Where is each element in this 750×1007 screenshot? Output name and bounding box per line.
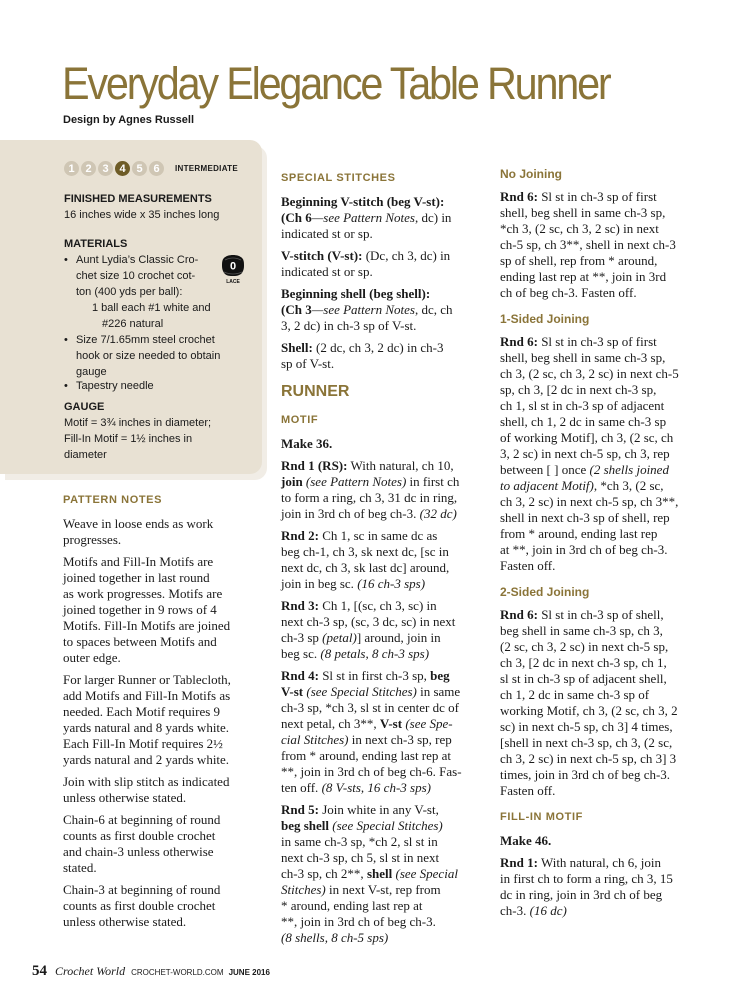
materials-heading: MATERIALS [64, 238, 128, 250]
skill-level [64, 161, 238, 176]
note-5: Chain-6 at beginning of round counts as first double crochet and chain-3 unless otherwise stated. [63, 812, 221, 875]
runner-heading: RUNNER [281, 383, 350, 400]
skill-label: INTERMEDIATE [175, 164, 239, 173]
note-4: Join with slip stitch as indicated unless otherwise stated. [63, 774, 230, 805]
stitch-beg-v: Beginning V-stitch (beg V-st): (Ch 6—see Pattern Notes, dc) in indicated st or sp. [281, 194, 452, 241]
two-sided-heading: 2-Sided Joining [500, 585, 590, 599]
byline: Design by Agnes Russell [63, 114, 195, 126]
pattern-notes-heading: PATTERN NOTES [63, 494, 163, 506]
fill-in-make: Make 46. [500, 833, 552, 848]
skill-dot-4-active: 4 [115, 161, 130, 176]
motif-make: Make 36. [281, 436, 333, 451]
rnd-5: Rnd 5: Join white in any V-st, beg shell (see Special Stitches) in same ch-3 sp, *ch 2, sl st in next ch-3 sp, ch 5, sl st in next ch-3 sp, ch 2**, shell (see Special Stitches) in next V-st, rep from * around, ending last rep at **, join in 3rd ch of beg ch-3. (8 shells, 8 ch-5 sps) [281, 802, 458, 945]
special-stitches-heading: SPECIAL STITCHES [281, 172, 396, 184]
no-joining-heading: No Joining [500, 167, 562, 181]
stitch-beg-shell: Beginning shell (beg shell): (Ch 3—see Pattern Notes, dc, ch 3, 2 dc) in ch-3 sp of V-st. [281, 286, 453, 333]
page-number: 54 [32, 963, 47, 979]
one-sided-rnd-6: Rnd 6: Sl st in ch-3 sp of first shell, beg shell in same ch-3 sp, ch 3, (2 sc, ch 3, 2 sc) in next ch-5 sp, ch 3, [2 dc in next ch-3 sp, ch 1, sl st in ch-3 sp of adjacent shell, ch 1, 2 dc in same ch-3 sp of working Motif], ch 3, (2 sc, ch 3, 2 sc) in next ch-5 sp, ch 3, rep between [ ] once (2 shells joined to adjacent Motif), *ch 3, (2 sc, ch 3, 2 sc) in next ch-5 sp, ch 3**, shell in next ch-3 sp of shell, rep from * around, ending last rep at **, join in 3rd ch of beg ch-3. Fasten off. [500, 334, 679, 573]
stitch-v: V-stitch (V-st): (Dc, ch 3, dc) in indicated st or sp. [281, 248, 451, 279]
magazine-name: Crochet World [55, 964, 126, 978]
finished-heading: FINISHED MEASUREMENTS [64, 193, 212, 205]
note-6: Chain-3 at beginning of round counts as first double crochet unless otherwise stated. [63, 882, 221, 929]
skill-dot-1: 1 [64, 161, 79, 176]
yarn-weight-label: LACE [226, 279, 240, 284]
skill-dot-6: 6 [149, 161, 164, 176]
no-joining-rnd-6: Rnd 6: Sl st in ch-3 sp of first shell, beg shell in same ch-3 sp, *ch 3, (2 sc, ch 3, 2 sc) in next ch-5 sp, ch 3**, shell in next ch-3 sp of shell, rep from * around, ending last rep at **, join in 3rd ch of beg ch-3. Fasten off. [500, 189, 676, 300]
rnd-3: Rnd 3: Ch 1, [(sc, ch 3, sc) in next ch-3 sp, (sc, 3 dc, sc) in next ch-3 sp (petal)] around, join in beg sc. (8 petals, 8 ch-3 sps) [281, 598, 456, 661]
gauge-heading: GAUGE [64, 401, 105, 413]
note-1: Weave in loose ends as work progresses. [63, 516, 214, 547]
yarn-weight-lace-icon [221, 254, 245, 284]
rnd-2: Rnd 2: Ch 1, sc in same dc as beg ch-1, ch 3, sk next dc, [sc in next dc, ch 3, sk last dc] around, join in beg sc. (16 ch-3 sps) [281, 528, 450, 591]
fill-in-heading: FILL-IN MOTIF [500, 811, 583, 823]
pattern-notes [63, 492, 273, 936]
fill-in-rnd-1: Rnd 1: With natural, ch 6, join in first ch to form a ring, ch 3, 15 dc in ring, join in 3rd ch of beg ch-3. (16 dc) [500, 855, 673, 918]
page-footer [32, 963, 270, 980]
rnd-4: Rnd 4: Sl st in first ch-3 sp, beg V-st (see Special Stitches) in same ch-3 sp, *ch 3, sl st in center dc of next petal, ch 3**, V-st (see Spe- cial Stitches) in next ch-3 sp, rep from * around, ending last rep at **, join in 3rd ch of beg ch-6. Fas- ten off. (8 V-sts, 16 ch-3 sps) [281, 668, 462, 795]
motif-heading: MOTIF [281, 414, 319, 426]
page-title: Everyday Elegance Table Runner [62, 58, 610, 109]
note-2: Motifs and Fill-In Motifs are joined together in last round as work progresses. Motifs are joined together in 9 rows of 4 Motifs. Fill-In Motifs are joined to spaces between Motifs and outer edge. [63, 554, 231, 665]
skill-dot-5: 5 [132, 161, 147, 176]
column-3 [500, 166, 730, 925]
yarn-weight-number: 0 [229, 260, 237, 273]
rnd-1: Rnd 1 (RS): With natural, ch 10, join (see Pattern Notes) in first ch to form a ring, ch 3, 31 dc in ring, join in 3rd ch of beg ch-3. (32 dc) [281, 458, 460, 521]
gauge-text: Motif = 3¾ inches in diameter; Fill-In Motif = 1½ inches in diameter [64, 417, 212, 461]
two-sided-rnd-6: Rnd 6: Sl st in ch-3 sp of shell, beg shell in same ch-3 sp, ch 3, (2 sc, ch 3, 2 sc) in next ch-5 sp, ch 3, [2 dc in next ch-3 sp, ch 1, sl st in ch-3 sp of adjacent shell, ch 1, 2 dc in same ch-3 sp of working Motif, ch 3, (2 sc, ch 3, 2 sc) in next ch-5 sp, ch 3] 4 times, [shell in next ch-3 sp, ch 3, (2 sc, ch 3, 2 sc) in next ch-5 sp, ch 3] 3 times, join in 3rd ch of beg ch-3. Fasten off. [500, 607, 678, 798]
column-2 [281, 170, 493, 952]
one-sided-heading: 1-Sided Joining [500, 312, 590, 326]
magazine-url: CROCHET-WORLD.COM [131, 968, 224, 977]
skill-dot-2: 2 [81, 161, 96, 176]
note-3: For larger Runner or Tablecloth, add Motifs and Fill-In Motifs as needed. Each Motif requires 9 yards natural and 8 yards white. Each Fill-In Motif requires 2½ yards natural and 2 yards white. [63, 672, 231, 767]
finished-text: 16 inches wide x 35 inches long [64, 209, 220, 221]
issue-date: JUNE 2016 [228, 968, 270, 977]
stitch-shell: Shell: (2 dc, ch 3, 2 dc) in ch-3 sp of V-st. [281, 340, 444, 371]
skill-dot-3: 3 [98, 161, 113, 176]
